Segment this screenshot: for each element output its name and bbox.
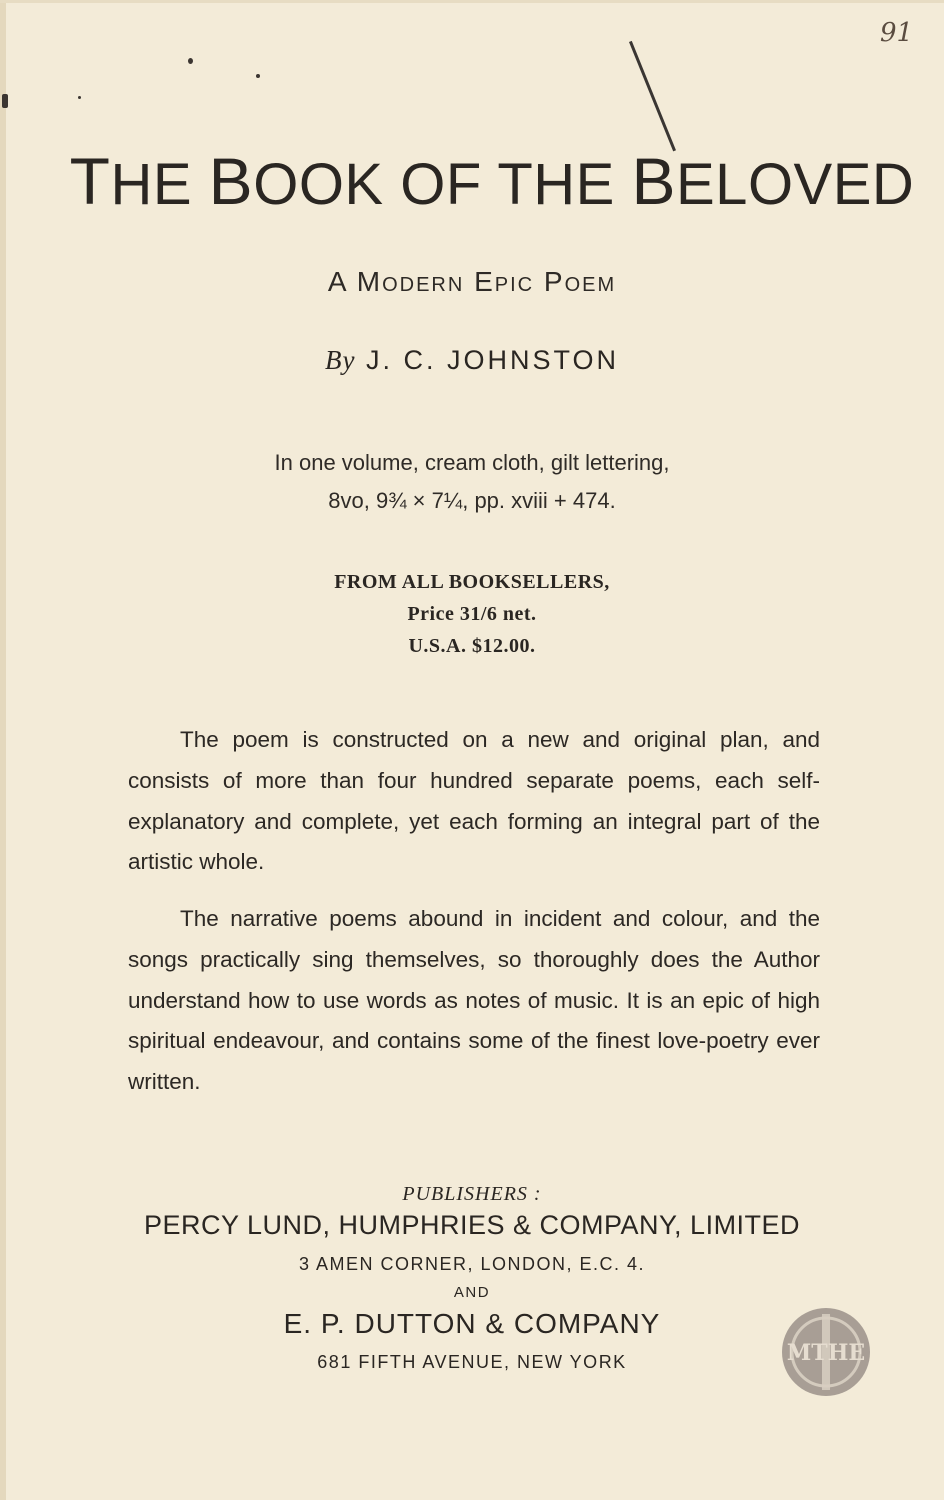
publisher-address-2: 681 FIFTH AVENUE, NEW YORK [317, 1352, 627, 1372]
spec-line-2: 8vo, 9¾ × 7¼, pp. xviii + 474. [328, 488, 616, 513]
page-edge-top [0, 0, 944, 3]
description-paragraph-1: The poem is constructed on a new and original plan, and consists of more than four hundred separate poems, each self-explanatory and complete, yet each forming an integral part of the artistic whole. [128, 727, 820, 875]
sellers-line: FROM ALL BOOKSELLERS, [334, 571, 610, 593]
publishers-and: AND [453, 1284, 491, 1301]
book-title: THE BOOK OF THE BELOVED [69, 144, 915, 218]
subtitle: A Modern Epic Poem [327, 266, 617, 297]
ink-speck [188, 58, 193, 64]
library-stamp-icon [776, 1304, 876, 1400]
ink-speck [78, 96, 81, 99]
author-by: By [324, 345, 356, 375]
description-paragraph-2: The narrative poems abound in incident and colour, and the songs practically sing themselves, so thoroughly does the Author understand how to use words as notes of music. It is an epic of high spiritual endeavour, and contains some of the finest love-poetry ever written. [128, 906, 820, 1095]
pencil-slash-mark [629, 41, 676, 152]
publisher-name-1: PERCY LUND, HUMPHRIES & COMPANY, LIMITED [143, 1210, 801, 1240]
page-edge [0, 0, 6, 1500]
price-uk: Price 31/6 net. [407, 603, 537, 625]
ink-speck [256, 74, 260, 78]
author-name: J. C. JOHNSTON [355, 345, 619, 375]
stamp-monogram: MTHE [786, 1340, 866, 1366]
author-line [0, 345, 944, 376]
price-usa: U.S.A. $12.00. [408, 635, 536, 657]
ink-speck [2, 94, 8, 108]
publisher-address-1: 3 AMEN CORNER, LONDON, E.C. 4. [298, 1254, 646, 1274]
edition-spec [0, 444, 944, 520]
price-block [0, 566, 944, 662]
spec-line-1: In one volume, cream cloth, gilt lettering, [274, 450, 670, 475]
publishers-heading: PUBLISHERS : [402, 1183, 542, 1205]
publisher-name-2: E. P. DUTTON & COMPANY [283, 1308, 661, 1339]
handwritten-page-number: 91 [880, 18, 914, 48]
